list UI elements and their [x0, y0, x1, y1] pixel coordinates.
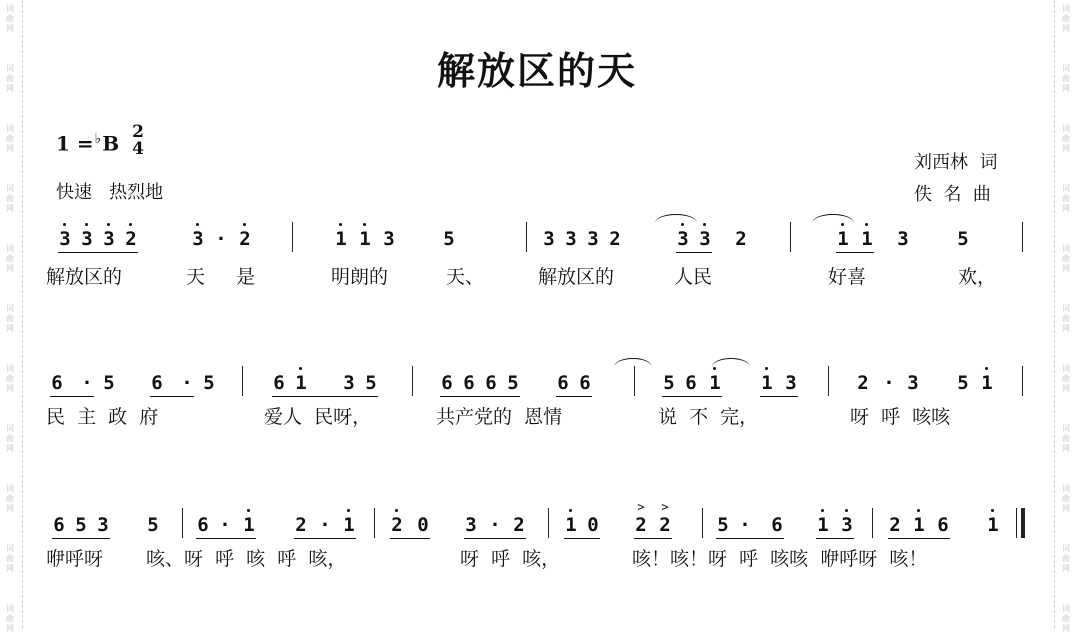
- note-numeral: 6: [151, 372, 163, 394]
- octave-up-dot: [765, 367, 768, 370]
- time-signature-bottom: 4: [132, 139, 144, 159]
- beam-underline: [556, 396, 592, 397]
- accent-mark: >: [661, 500, 669, 514]
- note-numeral: 3: [58, 228, 72, 250]
- note-numeral: 6: [937, 514, 949, 536]
- final-barline-thick: [1021, 508, 1025, 538]
- octave-up-dot: [569, 509, 572, 512]
- note-numeral: 5: [443, 228, 455, 250]
- octave-up-dot: [841, 223, 844, 226]
- lyric-text: 解放区的: [538, 266, 615, 288]
- note-numeral: 3: [191, 228, 205, 250]
- note-numeral: 6: [579, 372, 591, 394]
- note-numeral: 3: [897, 228, 909, 250]
- watermark-stamp: 词 曲 网: [6, 424, 14, 453]
- note-numeral: 2: [124, 228, 138, 250]
- lyric-text: 好喜: [828, 266, 867, 288]
- note-numeral: 2 >: [658, 514, 672, 536]
- octave-up-dot: [865, 223, 868, 226]
- beam-underline: [50, 396, 94, 397]
- lyric-text: 解放区的: [46, 266, 123, 288]
- note-numeral: 3: [587, 228, 599, 250]
- barline: [872, 508, 873, 538]
- beam-underline: [564, 538, 600, 539]
- watermark-stamp: 词 曲 网: [1062, 364, 1070, 393]
- note-numeral: 1: [334, 228, 348, 250]
- lyric-text: 咳！咳！呀 呼 咳咳 咿呼呀 咳！: [632, 548, 928, 570]
- note-numeral: 1: [836, 228, 850, 250]
- note-numeral: 6: [685, 372, 697, 394]
- slur-arc: [812, 214, 854, 223]
- note-numeral: 1: [980, 372, 994, 394]
- duration-dot: ·: [883, 372, 895, 394]
- note-numeral: 1: [242, 514, 256, 536]
- watermark-stamp: 词 曲 网: [6, 64, 14, 93]
- note-numeral: 1: [912, 514, 926, 536]
- note-numeral: 3: [102, 228, 116, 250]
- note-numeral: 5: [75, 514, 87, 536]
- note-numeral: 5: [147, 514, 159, 536]
- duration-dot: ·: [739, 514, 751, 536]
- beam-underline: [294, 538, 356, 539]
- note-numeral: 3: [343, 372, 355, 394]
- lyric-text: 共产党的 恩情: [436, 406, 563, 428]
- note-numeral: 6: [485, 372, 497, 394]
- note-numeral: 6: [273, 372, 285, 394]
- octave-up-dot: [107, 223, 110, 226]
- watermark-stamp: 词 曲 网: [1062, 4, 1070, 33]
- barline: [790, 222, 791, 252]
- note-numeral: 3: [676, 228, 690, 250]
- octave-up-dot: [196, 223, 199, 226]
- note-numeral: 1: [816, 514, 830, 536]
- barline: [634, 366, 635, 396]
- time-signature-top: 2: [132, 122, 144, 142]
- barline: [526, 222, 527, 252]
- octave-up-dot: [821, 509, 824, 512]
- octave-up-dot: [85, 223, 88, 226]
- watermark-stamp: 词 曲 网: [1062, 484, 1070, 513]
- watermark-stamp: 词 曲 网: [1062, 184, 1070, 213]
- note-numeral: 3: [80, 228, 94, 250]
- beam-underline: [196, 538, 256, 539]
- octave-up-dot: [299, 367, 302, 370]
- note-numeral: 1: [708, 372, 722, 394]
- note-numeral: 5: [507, 372, 519, 394]
- lyric-text: 天、: [446, 266, 485, 288]
- barline: [374, 508, 375, 538]
- key-one-equals: 1 =: [56, 131, 94, 156]
- lyric-text: 爱人 民呀，: [264, 406, 372, 428]
- barline: [182, 508, 183, 538]
- note-numeral: 2: [609, 228, 621, 250]
- lyric-text: 欢，: [958, 266, 997, 288]
- note-numeral: 2: [735, 228, 747, 250]
- time-signature: [132, 124, 144, 158]
- lyric-text: 咿呼呀: [46, 548, 104, 570]
- lyric-text: 说 不 完，: [658, 406, 759, 428]
- tempo-marking: 快速 热烈地: [56, 182, 164, 203]
- note-numeral: 5: [365, 372, 377, 394]
- barline: [548, 508, 549, 538]
- beam-underline: [150, 396, 194, 397]
- watermark-stamp: 词 曲 网: [6, 4, 14, 33]
- note-numeral: 2: [513, 514, 525, 536]
- beam-underline: [390, 538, 430, 539]
- note-numeral: 1: [860, 228, 874, 250]
- note-numeral: 1: [564, 514, 578, 536]
- note-numeral: 3: [698, 228, 712, 250]
- watermark-stamp: 词 曲 网: [6, 544, 14, 573]
- beam-underline: [58, 252, 138, 253]
- lyric-text: 人民: [674, 266, 713, 288]
- note-numeral: 5: [957, 372, 969, 394]
- octave-up-dot: [243, 223, 246, 226]
- octave-up-dot: [247, 509, 250, 512]
- note-numeral: 5: [203, 372, 215, 394]
- note-numeral: 6: [53, 514, 65, 536]
- lyric-text: 呀 呼 咳，: [460, 548, 561, 570]
- duration-dot: ·: [181, 372, 193, 394]
- barline: [702, 508, 703, 538]
- note-numeral: 6: [197, 514, 209, 536]
- watermark-stamp: 词 曲 网: [6, 484, 14, 513]
- duration-dot: ·: [81, 372, 93, 394]
- barline: [1022, 222, 1023, 252]
- note-numeral: 3: [565, 228, 577, 250]
- lyric-text: 呀 呼 咳咳: [850, 406, 951, 428]
- flat-sign: ♭: [94, 130, 102, 147]
- beam-underline: [342, 396, 378, 397]
- lyric-text: 明朗的: [331, 266, 389, 288]
- slur-arc: [712, 358, 750, 367]
- watermark-stamp: 词 曲 网: [1062, 424, 1070, 453]
- watermark-stamp: 词 曲 网: [1062, 244, 1070, 273]
- slur-arc: [614, 358, 652, 367]
- beam-underline: [836, 252, 874, 253]
- note-numeral: 1: [986, 514, 1000, 536]
- watermark-stamp: 词 曲 网: [6, 304, 14, 333]
- note-numeral: 2: [857, 372, 869, 394]
- beam-underline: [440, 396, 520, 397]
- octave-up-dot: [363, 223, 366, 226]
- note-numeral: 1: [760, 372, 774, 394]
- note-numeral: 5: [717, 514, 729, 536]
- note-numeral: 3: [785, 372, 797, 394]
- watermark-stamp: 词 曲 网: [6, 124, 14, 153]
- octave-up-dot: [347, 509, 350, 512]
- accent-mark: >: [637, 500, 645, 514]
- octave-up-dot: [703, 223, 706, 226]
- note-numeral: 2: [889, 514, 901, 536]
- octave-up-dot: [129, 223, 132, 226]
- watermark-stamp: 词 曲 网: [6, 244, 14, 273]
- lyric-text: 咳、呀 呼 咳 呼 咳，: [146, 548, 347, 570]
- note-numeral: 2: [238, 228, 252, 250]
- beam-underline: [888, 538, 950, 539]
- note-numeral: 3: [383, 228, 395, 250]
- octave-up-dot: [985, 367, 988, 370]
- note-numeral: 5: [103, 372, 115, 394]
- duration-dot: ·: [319, 514, 331, 536]
- note-numeral: 6: [441, 372, 453, 394]
- watermark-stamp: 词 曲 网: [1062, 124, 1070, 153]
- watermark-stamp: 词 曲 网: [6, 364, 14, 393]
- beam-underline: [662, 396, 722, 397]
- note-numeral: 3: [840, 514, 854, 536]
- note-numeral: 2: [295, 514, 307, 536]
- note-numeral: 3: [97, 514, 109, 536]
- beam-underline: [676, 252, 712, 253]
- octave-up-dot: [681, 223, 684, 226]
- note-numeral: 6: [463, 372, 475, 394]
- note-numeral: 2 >: [634, 514, 648, 536]
- watermark-stamp: 词 曲 网: [1062, 604, 1070, 633]
- octave-up-dot: [991, 509, 994, 512]
- octave-up-dot: [63, 223, 66, 226]
- watermark-stamp: 词 曲 网: [1062, 64, 1070, 93]
- duration-dot: ·: [219, 514, 231, 536]
- note-numeral: 0: [587, 514, 599, 536]
- octave-up-dot: [395, 509, 398, 512]
- duration-dot: ·: [215, 228, 227, 250]
- watermark-stamp: 词 曲 网: [1062, 304, 1070, 333]
- note-numeral: 2: [390, 514, 404, 536]
- barline: [1022, 366, 1023, 396]
- note-numeral: 0: [417, 514, 429, 536]
- key-letter: B: [102, 131, 120, 156]
- note-numeral: 1: [358, 228, 372, 250]
- octave-up-dot: [339, 223, 342, 226]
- lyric-text: 天: [186, 266, 206, 288]
- composer-credit: 佚 名 曲: [914, 184, 991, 205]
- key-signature: [56, 122, 144, 162]
- watermark-stamp: 词 曲 网: [1062, 544, 1070, 573]
- lyric-text: 民 主 政 府: [46, 406, 159, 428]
- beam-underline: [464, 538, 526, 539]
- octave-up-dot: [845, 509, 848, 512]
- duration-dot: ·: [489, 514, 501, 536]
- note-numeral: 5: [957, 228, 969, 250]
- barline: [292, 222, 293, 252]
- note-numeral: 5: [663, 372, 675, 394]
- barline: [828, 366, 829, 396]
- octave-up-dot: [713, 367, 716, 370]
- note-numeral: 6: [771, 514, 783, 536]
- lyric-text: 是: [236, 266, 256, 288]
- note-numeral: 1: [342, 514, 356, 536]
- note-numeral: 3: [543, 228, 555, 250]
- final-barline: [1016, 508, 1017, 538]
- barline: [412, 366, 413, 396]
- watermark-stamp: 词 曲 网: [6, 184, 14, 213]
- beam-underline: [634, 538, 672, 539]
- lyricist-credit: 刘西林 词: [914, 152, 998, 173]
- barline: [242, 366, 243, 396]
- octave-up-dot: [917, 509, 920, 512]
- note-numeral: 6: [557, 372, 569, 394]
- song-title: 解放区的天: [436, 49, 637, 93]
- note-numeral: 3: [465, 514, 477, 536]
- beam-underline: [816, 538, 854, 539]
- note-numeral: 6: [51, 372, 63, 394]
- slur-arc: [655, 214, 697, 223]
- beam-underline: [760, 396, 798, 397]
- watermark-stamp: 词 曲 网: [6, 604, 14, 633]
- beam-underline: [716, 538, 784, 539]
- beam-underline: [52, 538, 110, 539]
- note-numeral: 1: [294, 372, 308, 394]
- note-numeral: 3: [907, 372, 919, 394]
